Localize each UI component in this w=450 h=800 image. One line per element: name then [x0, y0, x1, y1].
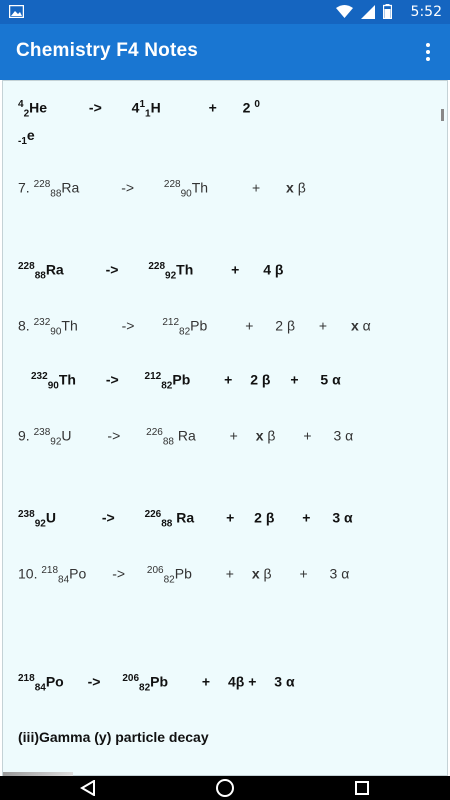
equation-line: $^{232}_{90}$Th -> $^{212}_{82}$Pb + 2 β + 5 α [31, 371, 341, 392]
status-time: 5:52 [410, 4, 442, 20]
app-title: Chemistry F4 Notes [16, 40, 199, 61]
equation-line: 7. $^{228}_{88}$Ra -> $^{228}_{90}$Th + x β [18, 179, 306, 200]
recent-apps-icon[interactable] [355, 781, 369, 795]
back-icon[interactable] [80, 780, 96, 796]
section-heading: (iii)Gamma (y) particle decay [18, 729, 209, 745]
equation-line: $^{238}_{92}$U -> $^{226}_{88}$ Ra + 2 β + 3 α [18, 509, 353, 530]
wifi-icon [336, 5, 353, 19]
overflow-menu-icon[interactable] [416, 38, 440, 66]
equation-line: 10. $^{218}_{84}$Po -> $^{206}_{82}$Pb + x β + 3 α [18, 565, 350, 586]
image-notification-icon [9, 5, 24, 18]
battery-icon [383, 4, 392, 19]
equation-line: 8. $^{232}_{90}$Th -> $^{212}_{82}$Pb + 2 β + x α [18, 317, 371, 338]
scrollbar[interactable] [441, 109, 444, 121]
equation-line: $^4_2He -> 4^1_1H + 2$ $^0$ [18, 99, 260, 120]
equation-line: $^{218}_{84}$Po -> $^{206}_{82}$Pb + 4β + 3 α [18, 673, 295, 694]
signal-icon [361, 5, 375, 19]
home-icon[interactable] [216, 779, 234, 797]
equation-line: 9. $^{238}_{92}$U -> $^{226}_{88}$ Ra + x β + 3 α [18, 427, 354, 448]
equation-line: $_{-1}$e [18, 127, 35, 147]
navigation-bar [0, 776, 450, 800]
equation-line: $^{228}_{88}$Ra -> $^{228}_{92}$Th + 4 β [18, 261, 284, 282]
app-bar [0, 24, 450, 80]
notes-content[interactable] [2, 80, 448, 776]
status-bar [0, 0, 450, 24]
